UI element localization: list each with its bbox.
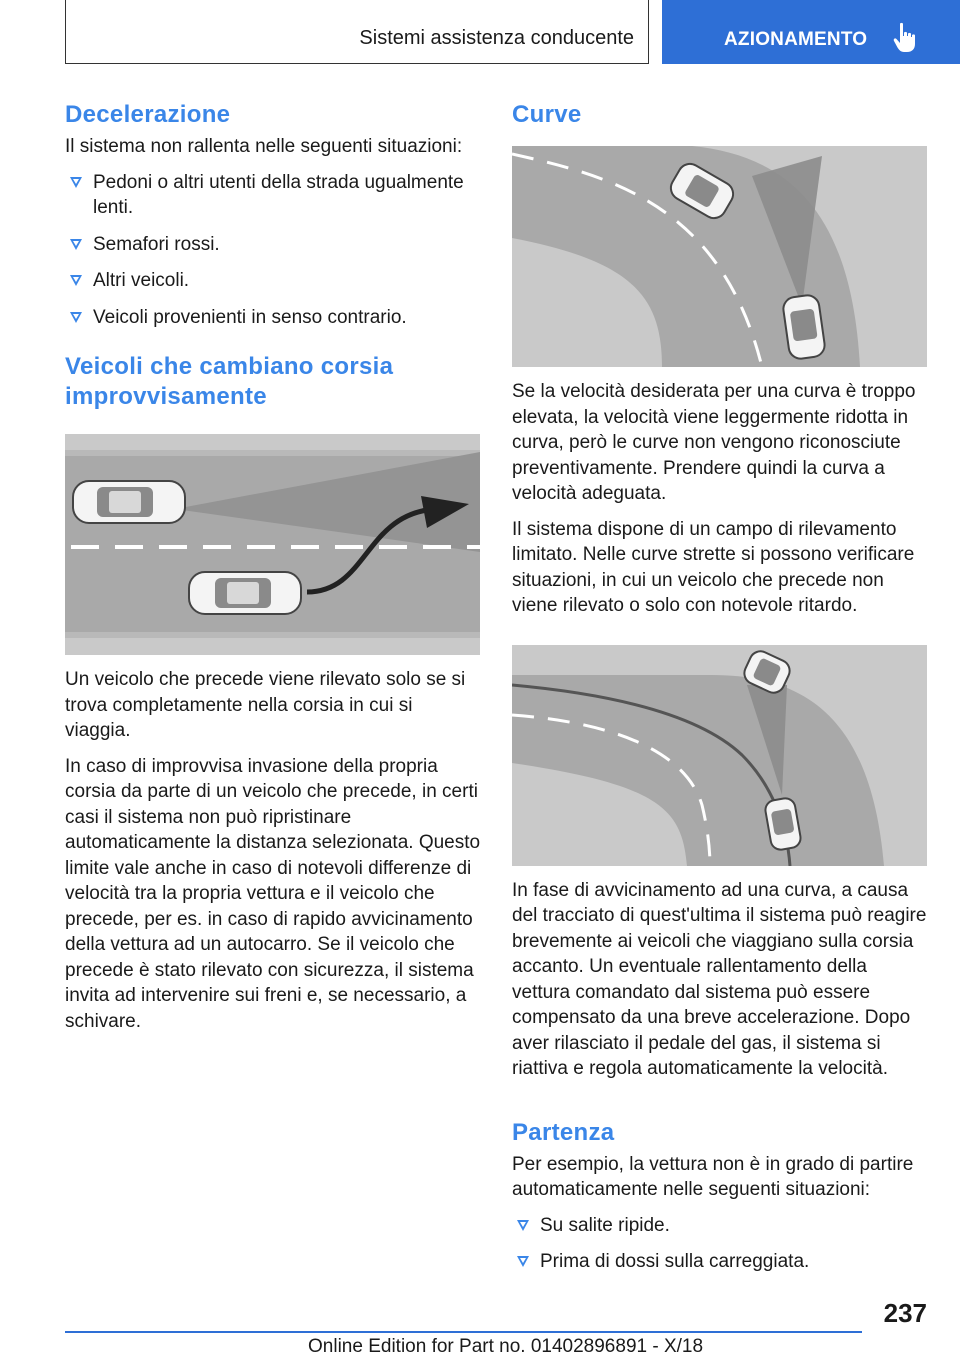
triangle-bullet-icon <box>70 239 82 250</box>
footer-edition: Online Edition for Part no. 01402896891 - X/18 <box>308 1336 704 1357</box>
car-icon <box>189 572 301 614</box>
curves-paragraph-1: Se la velocità desiderata per una curva è troppo elevata, la velocità viene leggermente ridotta in curva, però le curve non vengono riconosciute preventivamente. Prendere quindi la curva a velocità adeguata. <box>512 381 916 504</box>
triangle-bullet-icon <box>517 1256 529 1267</box>
deceleration-heading: Decelerazione <box>65 101 231 128</box>
header-chapter-tab <box>662 0 960 64</box>
start-heading: Partenza <box>512 1118 615 1146</box>
lane-change-paragraph-1: Un veicolo che precede viene rilevato solo se si trova completamente nella corsia in cui si viaggia. <box>65 669 466 741</box>
triangle-bullet-icon <box>70 177 82 188</box>
car-icon <box>73 481 185 523</box>
list-item: Altri veicoli. <box>65 268 481 294</box>
list-item: Pedoni o altri utenti della strada ugualmente lenti. <box>65 170 481 221</box>
page-number: 237 <box>883 1298 927 1328</box>
car-icon <box>782 294 826 360</box>
start-list <box>512 1213 928 1275</box>
header-section-box <box>65 0 649 64</box>
pointing-hand-icon <box>892 22 922 54</box>
start-intro: Per esempio, la vettura non è in grado di partire automaticamente nelle seguenti situazioni: <box>512 1153 914 1200</box>
list-item: Su salite ripide. <box>512 1213 928 1239</box>
curves-paragraph-3: In fase di avvicinamento ad una curva, a causa del tracciato di quest'ultima il sistema può reagire brevemente ai veicoli che viaggiano sulla corsia accanto. Un eventuale rallentamento della vettura comandato dal sistema può essere compensato da una breve accelerazione. Dopo aver rilasciato il pedale del gas, il sistema si riattiva e regola automaticamente la velocità. <box>512 879 927 1079</box>
curves-heading: Curve <box>512 101 582 128</box>
lane-change-paragraph-2: In caso di improvvisa invasione della propria corsia da parte di un veicolo che precede, in certi casi il sistema non può ripristinare automaticamente la distanza selezionata. Questo limite vale anche in caso di notevoli differenze di velocità tra la propria vettura e il veicolo che precede, per es. in caso di rapido avvicinamento della vettura ad un autocarro. Se il veicolo che precede è stato rilevato con sicurezza, il sistema invita ad intervenire sui freni e, se necessario, a schivare. <box>65 755 481 1032</box>
header-section-title: Sistemi assistenza conducente <box>359 27 634 49</box>
footer-divider <box>65 1331 862 1333</box>
lane-change-illustration <box>65 434 480 655</box>
left-column <box>65 100 481 1034</box>
deceleration-list <box>65 170 481 331</box>
curve-illustration-2 <box>512 645 927 866</box>
lane-change-heading: Veicoli che cambiano corsia improvvisamente <box>65 353 394 410</box>
curves-paragraph-2: Il sistema dispone di un campo di rilevamento limitato. Nelle curve strette si possono verificare situazioni, in cui un veicolo che precede non viene rilevato o solo con notevole ritardo. <box>512 518 915 616</box>
list-item: Semafori rossi. <box>65 232 481 258</box>
triangle-bullet-icon <box>70 312 82 323</box>
list-item: Prima di dossi sulla carreggiata. <box>512 1249 928 1275</box>
deceleration-intro: Il sistema non rallenta nelle seguenti situazioni: <box>65 136 463 157</box>
triangle-bullet-icon <box>517 1220 529 1231</box>
header-chapter-label: AZIONAMENTO <box>724 29 868 50</box>
list-item: Veicoli provenienti in senso contrario. <box>65 305 481 331</box>
triangle-bullet-icon <box>70 275 82 286</box>
right-column <box>512 100 928 1286</box>
curve-illustration-1 <box>512 146 927 367</box>
